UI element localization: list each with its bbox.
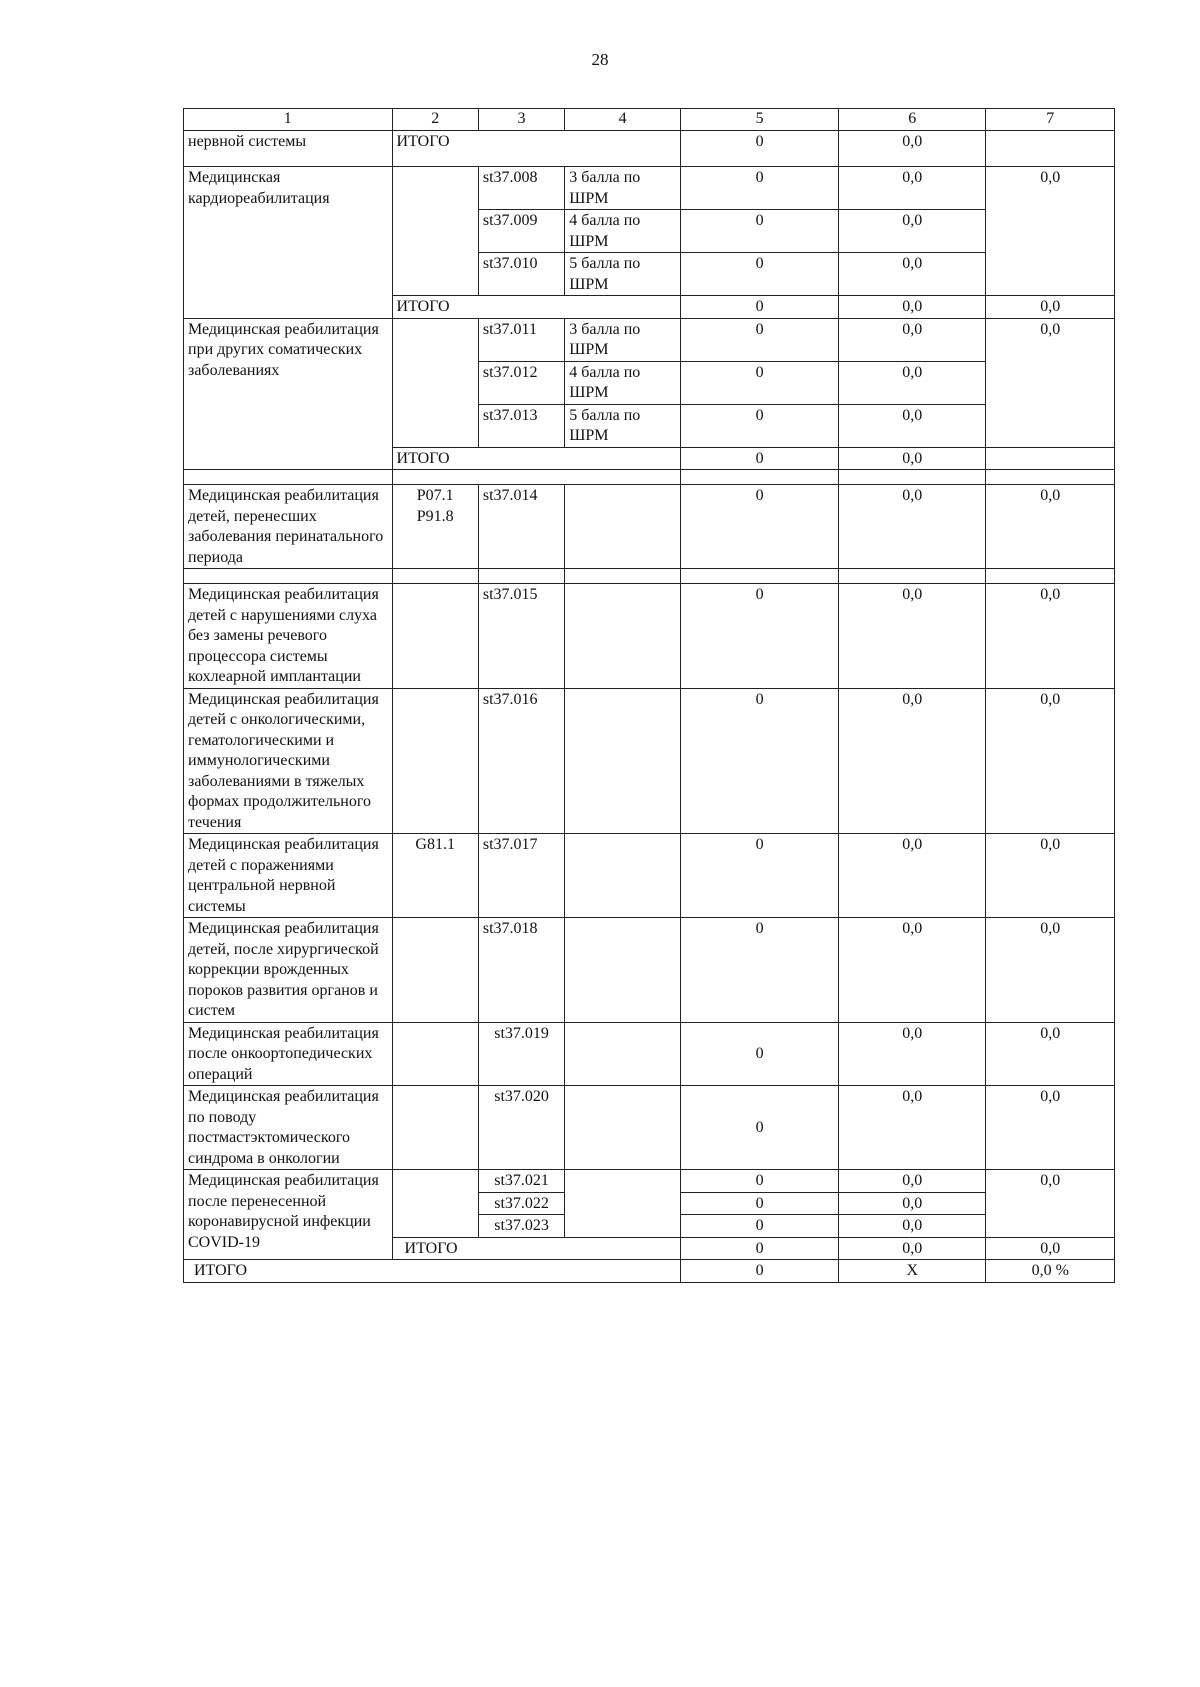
- cell-desc: 4 балла по ШРМ: [565, 361, 681, 404]
- column-header: 5: [681, 109, 839, 131]
- cell-col2: [392, 584, 478, 689]
- cell-col7: 0,0: [986, 485, 1115, 569]
- cell-col6: 0,0: [839, 1237, 986, 1260]
- cell-desc: [565, 1086, 681, 1170]
- cell-col2: P07.1 P91.8: [392, 485, 478, 569]
- cell-col5: 0: [681, 688, 839, 834]
- cell-code: st37.010: [478, 253, 564, 296]
- cell-col6: 0,0: [839, 1192, 986, 1215]
- row-name: Медицинская реабилитация детей с поражениями центральной нервной системы: [184, 834, 393, 918]
- cell-col6: 0,0: [839, 296, 986, 319]
- cell-code: st37.015: [478, 584, 564, 689]
- cell-col6: X: [839, 1260, 986, 1283]
- rehab-table: [183, 108, 1115, 1283]
- cell-col6: 0,0: [839, 318, 986, 361]
- cell-col7: 0,0: [986, 318, 1115, 447]
- cell-col2: [392, 1086, 478, 1170]
- cell-col7: 0,0: [986, 918, 1115, 1023]
- cell-col7: 0,0: [986, 584, 1115, 689]
- column-header: 6: [839, 109, 986, 131]
- cell-col5: 0: [681, 1022, 839, 1086]
- cell-col5: 0: [681, 584, 839, 689]
- table-row: [184, 1170, 1115, 1193]
- cell-col6: 0,0: [839, 1170, 986, 1193]
- cell-col5: 0: [681, 447, 839, 470]
- cell-col6: 0,0: [839, 1086, 986, 1170]
- column-header: 1: [184, 109, 393, 131]
- itogo-label: ИТОГО: [392, 1237, 681, 1260]
- cell-code: st37.022: [478, 1192, 564, 1215]
- spacer-row: [184, 569, 1115, 584]
- cell-col7: 0,0: [986, 1170, 1115, 1238]
- cell-code: st37.011: [478, 318, 564, 361]
- cell-col5: 0: [681, 130, 839, 152]
- cell-desc: [565, 688, 681, 834]
- table-row: [184, 918, 1115, 1023]
- cell-col5: 0: [681, 1192, 839, 1215]
- cell-col6: 0,0: [839, 253, 986, 296]
- cell-desc: [565, 918, 681, 1023]
- cell-col5: 0: [681, 1170, 839, 1193]
- cell-col6: 0,0: [839, 130, 986, 152]
- cell-col6: 0,0: [839, 404, 986, 447]
- column-header: 7: [986, 109, 1115, 131]
- table-row: [184, 318, 1115, 361]
- cell-col6: 0,0: [839, 584, 986, 689]
- cell-col6: 0,0: [839, 361, 986, 404]
- cell-code: st37.012: [478, 361, 564, 404]
- cell-col6: 0,0: [839, 1215, 986, 1238]
- cell-col2: [392, 167, 478, 296]
- cell-desc: 4 балла по ШРМ: [565, 210, 681, 253]
- table-row: [184, 485, 1115, 569]
- cell-col5: 0: [681, 1086, 839, 1170]
- cell-code: st37.017: [478, 834, 564, 918]
- row-name: Медицинская реабилитация после перенесенной коронавирусной инфекции COVID-19: [184, 1170, 393, 1260]
- row-name: Медицинская кардиореабилитация: [184, 167, 393, 319]
- cell-col5: 0: [681, 296, 839, 319]
- cell-col5: 0: [681, 210, 839, 253]
- cell-col5: 0: [681, 485, 839, 569]
- spacer-row: [184, 152, 1115, 167]
- cell-col5: 0: [681, 1237, 839, 1260]
- cell-col5: 0: [681, 361, 839, 404]
- cell-code: st37.008: [478, 167, 564, 210]
- cell-col7: 0,0: [986, 1237, 1115, 1260]
- table-row: [184, 834, 1115, 918]
- cell-col7: 0,0: [986, 167, 1115, 296]
- row-name: Медицинская реабилитация при других соматических заболеваниях: [184, 318, 393, 470]
- cell-code: st37.009: [478, 210, 564, 253]
- cell-code: st37.014: [478, 485, 564, 569]
- cell-code: st37.023: [478, 1215, 564, 1238]
- cell-code: st37.018: [478, 918, 564, 1023]
- column-header: 2: [392, 109, 478, 131]
- cell-col5: 0: [681, 167, 839, 210]
- cell-col6: 0,0: [839, 167, 986, 210]
- cell-col2: [392, 1022, 478, 1086]
- table-row: [184, 1086, 1115, 1170]
- cell-col2: [392, 1170, 478, 1238]
- cell-col5: 0: [681, 404, 839, 447]
- row-name: Медицинская реабилитация детей, перенесших заболевания перинатального периода: [184, 485, 393, 569]
- cell-col7: 0,0: [986, 296, 1115, 319]
- cell-desc: 3 балла по ШРМ: [565, 167, 681, 210]
- cell-col5: 0: [681, 918, 839, 1023]
- row-name: Медицинская реабилитация после онкоортопедических операций: [184, 1022, 393, 1086]
- cell-desc: [565, 834, 681, 918]
- cell-desc: [565, 1022, 681, 1086]
- row-name: Медицинская реабилитация детей с онкологическими, гематологическими и иммунологическими заболеваниями в тяжелых формах продолжительного течения: [184, 688, 393, 834]
- column-header: 4: [565, 109, 681, 131]
- cell-col6: 0,0: [839, 485, 986, 569]
- itogo-label: ИТОГО: [392, 130, 681, 152]
- cell-col2: [392, 918, 478, 1023]
- cell-col6: 0,0: [839, 1022, 986, 1086]
- cell-code: st37.013: [478, 404, 564, 447]
- table-row: [184, 688, 1115, 834]
- cell-code: st37.016: [478, 688, 564, 834]
- cell-col6: 0,0: [839, 918, 986, 1023]
- cell-col7: 0,0: [986, 834, 1115, 918]
- grand-total-label: ИТОГО: [184, 1260, 681, 1283]
- table-row: [184, 1022, 1115, 1086]
- cell-col7: 0,0: [986, 688, 1115, 834]
- cell-col6: 0,0: [839, 447, 986, 470]
- cell-col2: [392, 318, 478, 447]
- spacer-row: [184, 470, 1115, 485]
- table-row: [184, 167, 1115, 210]
- cell-col7: 0,0 %: [986, 1260, 1115, 1283]
- cell-col7: [986, 447, 1115, 470]
- table-row: [184, 584, 1115, 689]
- table-header-row: [184, 109, 1115, 131]
- row-name: Медицинская реабилитация по поводу постмастэктомического синдрома в онкологии: [184, 1086, 393, 1170]
- table-row: [184, 130, 1115, 152]
- itogo-label: ИТОГО: [392, 447, 681, 470]
- cell-code: st37.019: [478, 1022, 564, 1086]
- cell-col6: 0,0: [839, 688, 986, 834]
- cell-col5: 0: [681, 318, 839, 361]
- cell-code: st37.021: [478, 1170, 564, 1193]
- row-name: Медицинская реабилитация детей с нарушениями слуха без замены речевого процессора системы кохлеарной имплантации: [184, 584, 393, 689]
- cell-col6: 0,0: [839, 834, 986, 918]
- cell-col2: [392, 688, 478, 834]
- cell-desc: 5 балла по ШРМ: [565, 404, 681, 447]
- cell-col5: 0: [681, 1260, 839, 1283]
- column-header: 3: [478, 109, 564, 131]
- cell-col5: 0: [681, 1215, 839, 1238]
- itogo-label: ИТОГО: [392, 296, 681, 319]
- cell-desc: 5 балла по ШРМ: [565, 253, 681, 296]
- cell-code: st37.020: [478, 1086, 564, 1170]
- row-name: Медицинская реабилитация детей, после хирургической коррекции врожденных пороков развития органов и систем: [184, 918, 393, 1023]
- cell-desc: [565, 485, 681, 569]
- cell-col6: 0,0: [839, 210, 986, 253]
- cell-desc: [565, 584, 681, 689]
- cell-col2: G81.1: [392, 834, 478, 918]
- cell-desc: 3 балла по ШРМ: [565, 318, 681, 361]
- page-number: 28: [591, 50, 609, 69]
- row-name: нервной системы: [184, 130, 393, 152]
- grand-total-row: [184, 1260, 1115, 1283]
- cell-col7: 0,0: [986, 1086, 1115, 1170]
- cell-col7: [986, 130, 1115, 152]
- cell-col7: 0,0: [986, 1022, 1115, 1086]
- cell-desc: [565, 1170, 681, 1238]
- cell-col5: 0: [681, 834, 839, 918]
- cell-col5: 0: [681, 253, 839, 296]
